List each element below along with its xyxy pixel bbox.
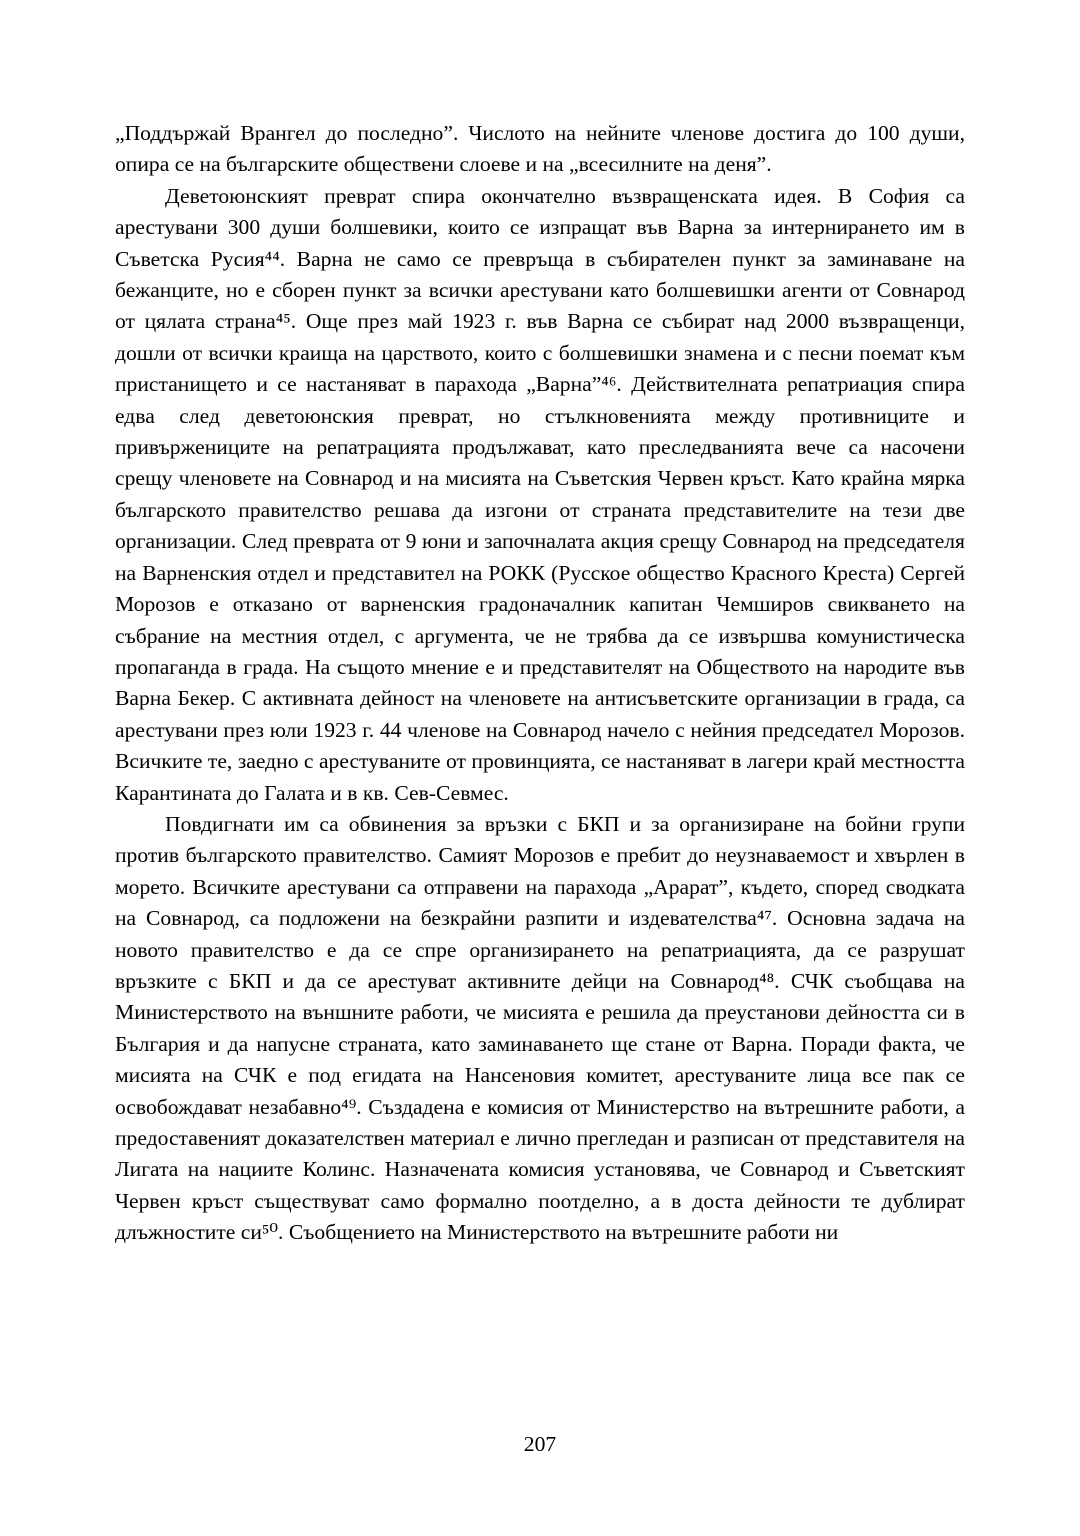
paragraph-1: „Поддържай Врангел до последно”. Числото на нейните членове достига до 100 души, опира се на българските обществени слоеве и на „всесилните на деня”.: [115, 121, 965, 177]
paragraph-2: Деветоюнският преврат спира окончателно възвращенската идея. В София са арестувани 300 души болшевики, които се изпращат във Варна за интернирането им в Съветска Русия⁴⁴. Варна не само се превръща в събирателен пункт за заминаване на бежанците, но е сборен пункт за всички арестувани като болшевишки агенти от Совнарод от цялата страна⁴⁵. Още през май 1923 г. във Варна се събират над 2000 възвращенци, дошли от всички краища на царството, които с болшевишки знамена и с песни поемат към пристанището и се настаняват в парахода „Варна”⁴⁶. Действителната репатриация спира едва след деветоюнския преврат, но стълкновенията между противниците и привържениците на репатрацията продължават, като преследванията вече са насочени срещу членовете на Совнарод и на мисията на Съветския Червен кръст. Като крайна мярка българското правителство решава да изгони от страната представителите на тези две организации. След преврата от 9 юни и започналата акция срещу Совнарод на председателя на Варненския отдел и представител на РОКК (Русское общество Красного Креста) Сергей Морозов е отказано от варненския градоначалник капитан Чемширов свикването на събрание на местния отдел, с аргумента, че не трябва да се извършва комунистическа пропаганда в града. На същото мнение е и представителят на Обществото на народите във Варна Бекер. С активната дейност на членовете на антисъветските организации в града, са арестувани през юли 1923 г. 44 членове на Совнарод начело с нейния председател Морозов. Всичките те, заедно с арестуваните от провинцията, се настаняват в лагери край местността Карантината до Галата и в кв. Сев-Севмес.: [115, 183, 965, 805]
page-body: [115, 118, 965, 1249]
paragraph-3: Повдигнати им са обвинения за връзки с БКП и за организиране на бойни групи против българското правителство. Самият Морозов е пребит до неузнаваемост и хвърлен в морето. Всичките арестувани са отправени на парахода „Арарат”, където, според сводката на Совнарод, са подложени на безкрайни разпити и издевателства⁴⁷. Основна задача на новото правителство е да се спре организирането на репатриацията, да се разрушат връзките с БКП и да се арестуват активните дейци на Совнарод⁴⁸. СЧК съобщава на Министерството на външните работи, че мисията е решила да преустанови дейността си в България и да напусне страната, като заминаването ще стане от Варна. Поради факта, че мисията на СЧК е под егидата на Нансеновия комитет, арестуваните лица все пак се освобождават незабавно⁴⁹. Създадена е комисия от Министерство на вътрешните работи, а предоставеният доказателствен материал е лично прегледан и разписан от представителя на Лигата на нациите Колинс. Назначената комисия установява, че Совнарод и Съветският Червен кръст съществуват само формално поотделно, а в доста дейности те дублират длъжностите си⁵⁰. Съобщението на Министерството на вътрешните работи ни: [115, 811, 965, 1245]
page-number: 207: [523, 1432, 557, 1456]
